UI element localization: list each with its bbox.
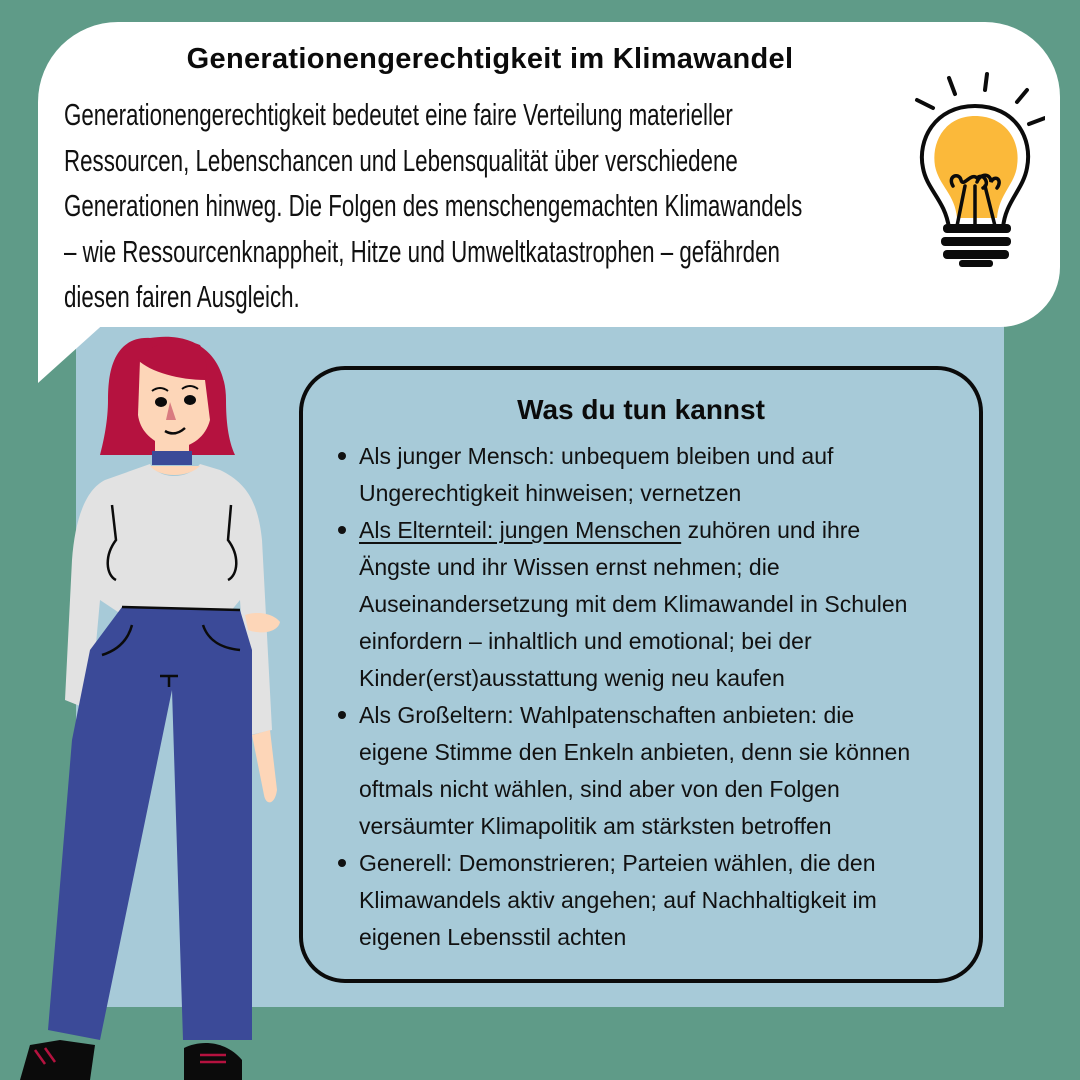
item-line: Kinder(erst)ausstattung wenig neu kaufen xyxy=(359,665,785,691)
intro-line: Generationen hinweg. Die Folgen des menschengemachten Klimawandels xyxy=(64,188,803,224)
intro-line: Generationengerechtigkeit bedeutet eine faire Verteilung materieller xyxy=(64,97,733,132)
tips-list xyxy=(333,438,983,956)
page-title: Generationengerechtigkeit im Klimawandel xyxy=(186,43,794,75)
underlined-phrase: Als Elternteil: jungen Menschen xyxy=(359,517,682,543)
item-line: eigene Stimme den Enkeln anbieten, denn sie können xyxy=(359,739,911,765)
item-line: einfordern – inhaltlich und emotional; bei der xyxy=(359,628,812,654)
item-line: Generell: Demonstrieren; Parteien wählen, die den xyxy=(359,850,876,876)
item-line: Ängste und ihr Wissen ernst nehmen; die xyxy=(359,554,780,580)
card-title: Was du tun kannst xyxy=(517,394,765,425)
item-line: eigenen Lebensstil achten xyxy=(359,924,627,950)
list-item-young-person xyxy=(333,438,983,512)
intro-line: Ressourcen, Lebenschancen und Lebensqualität über verschiedene xyxy=(64,142,738,178)
item-line: Ungerechtigkeit hinweisen; vernetzen xyxy=(359,480,742,506)
item-line: Als Großeltern: Wahlpatenschaften anbieten: die xyxy=(359,702,855,728)
item-line: oftmals nicht wählen, sind aber von den Folgen xyxy=(359,776,840,802)
woman-illustration xyxy=(0,320,300,1080)
list-item-parent xyxy=(333,512,983,697)
item-line: Als junger Mensch: unbequem bleiben und auf xyxy=(359,443,834,469)
item-line: Klimawandels aktiv angehen; auf Nachhaltigkeit im xyxy=(359,887,877,913)
item-line: versäumter Klimapolitik am stärksten betroffen xyxy=(359,813,832,839)
intro-line: – wie Ressourcenknappheit, Hitze und Umweltkatastrophen – gefährden xyxy=(64,233,780,269)
list-item-general xyxy=(333,845,983,956)
item-text: zuhören und ihre xyxy=(681,517,861,543)
lightbulb-icon xyxy=(905,68,1045,268)
item-line xyxy=(359,512,983,549)
intro-line: diesen fairen Ausgleich. xyxy=(64,279,300,315)
item-line: Auseinandersetzung mit dem Klimawandel in Schulen xyxy=(359,591,908,617)
tips-card xyxy=(299,366,983,983)
list-item-grandparents xyxy=(333,697,983,845)
